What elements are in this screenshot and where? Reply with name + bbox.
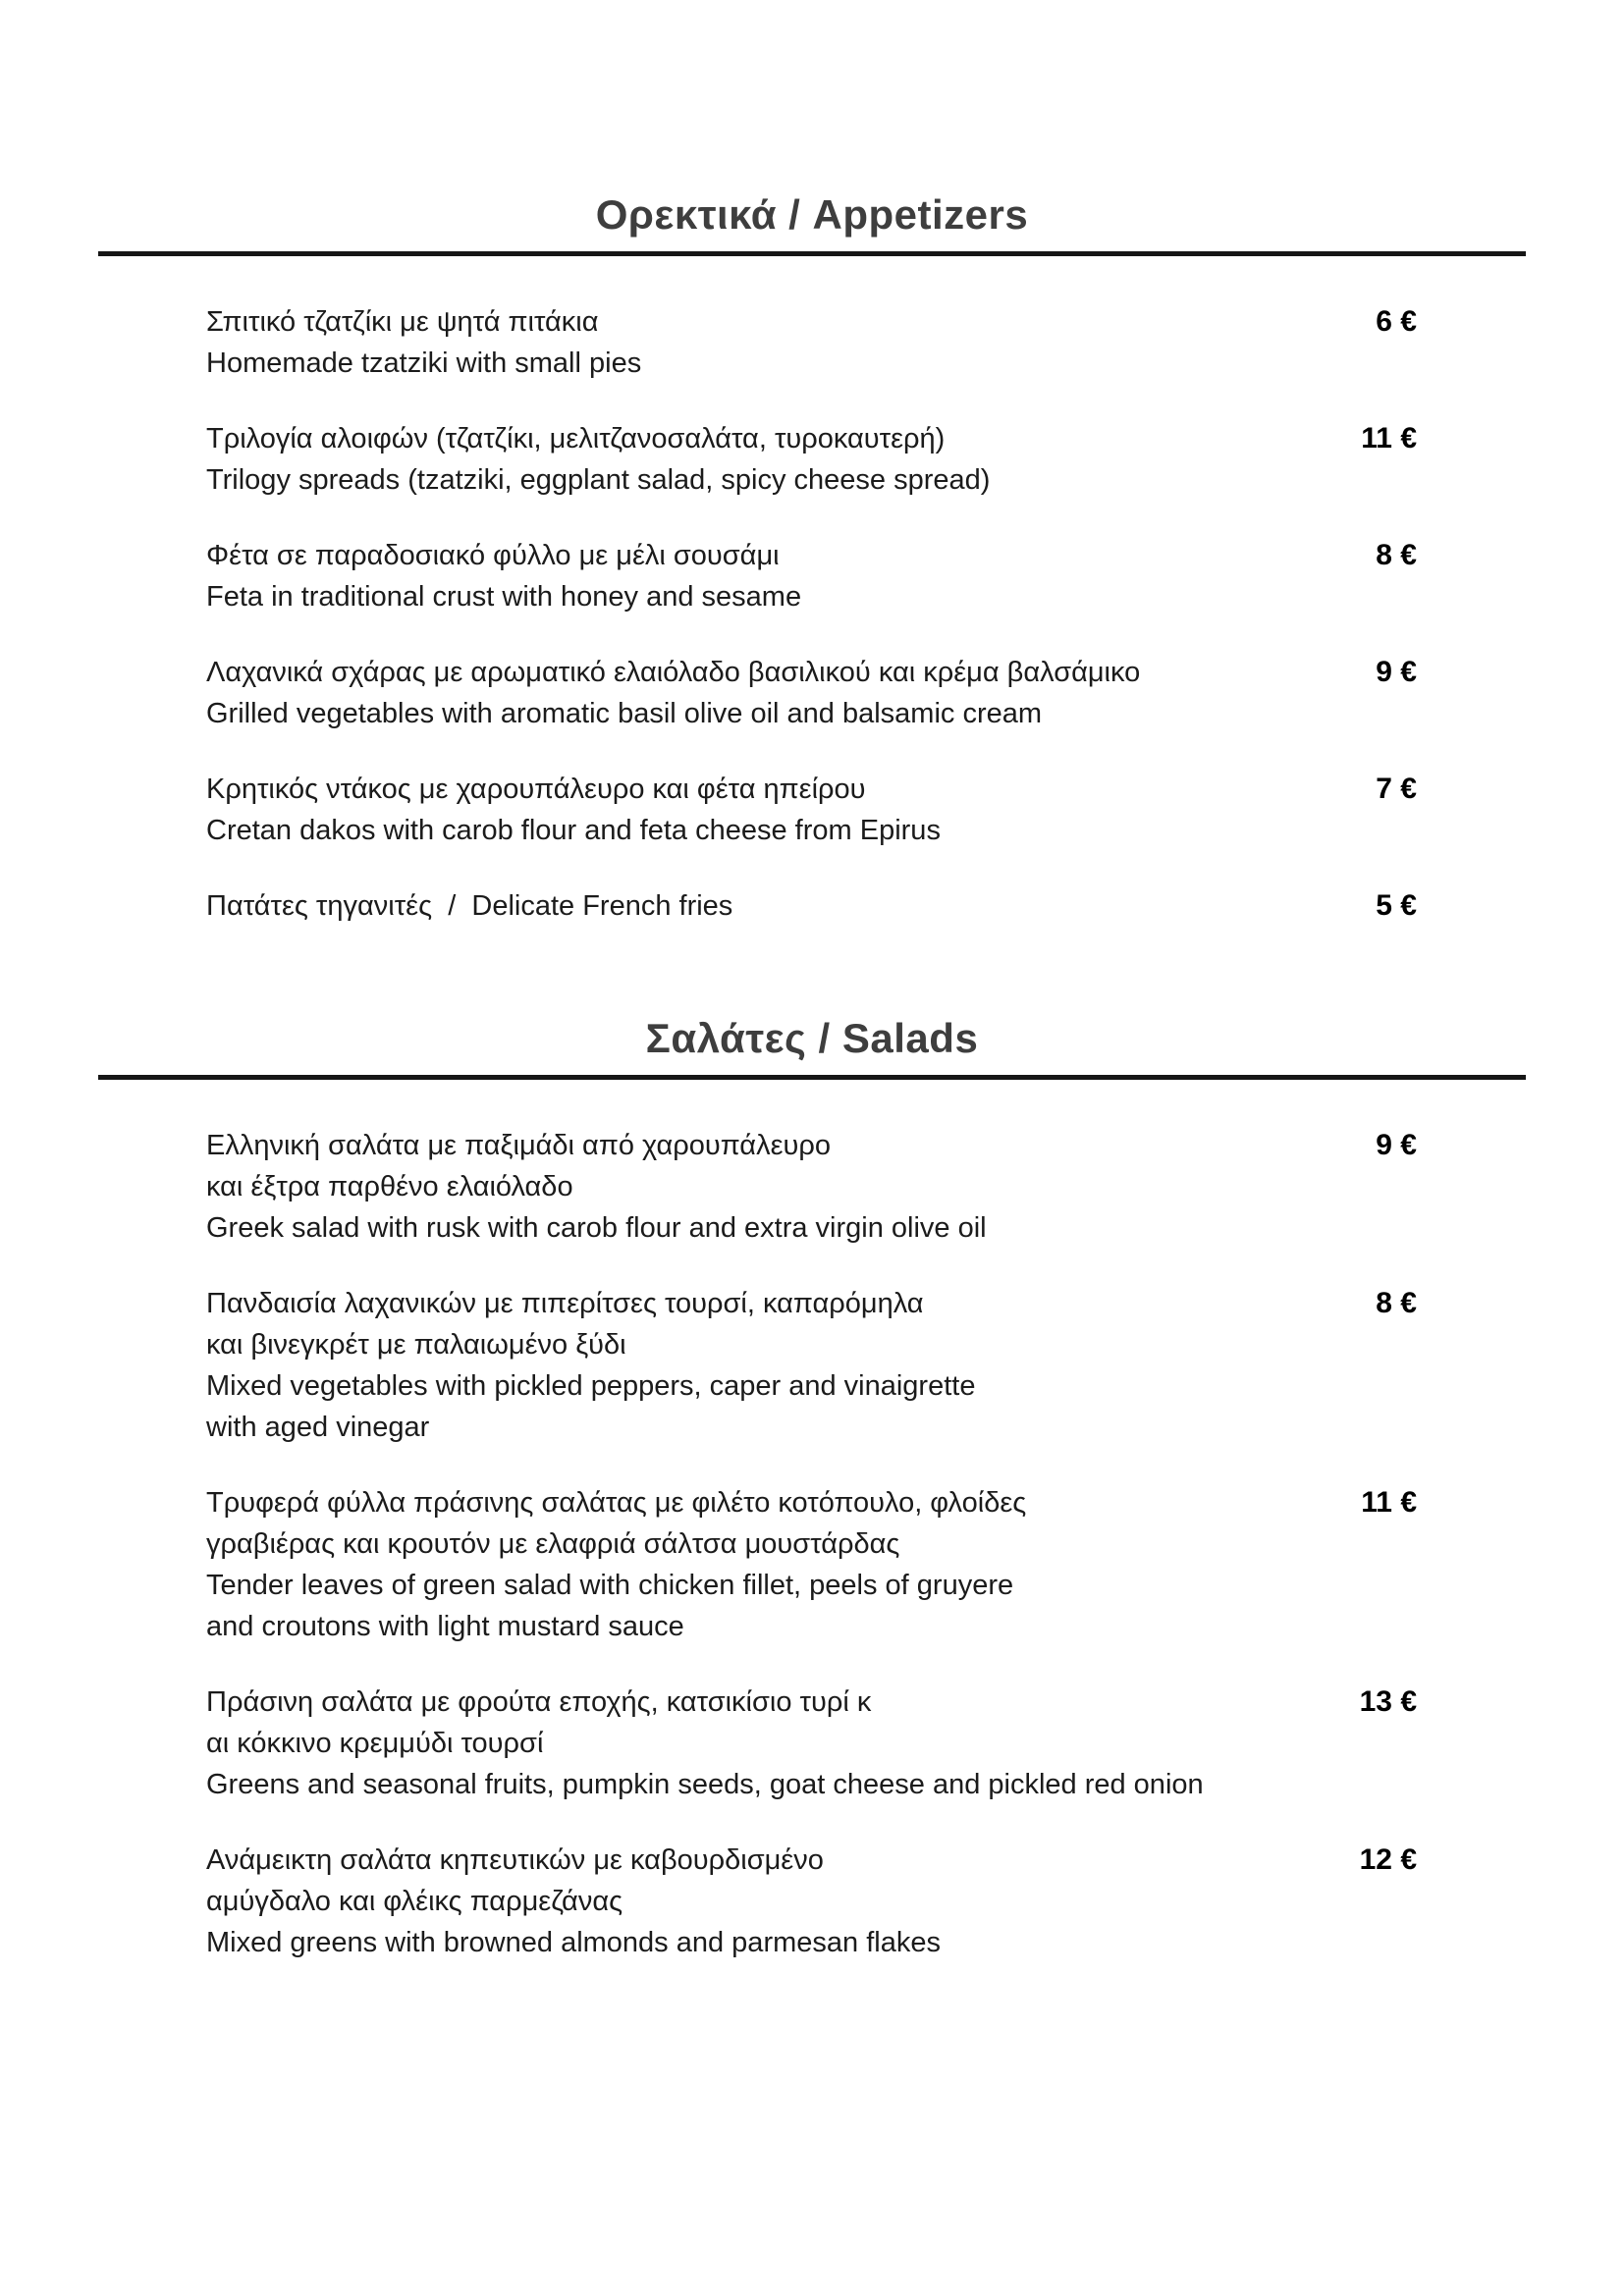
item-line-greek: Κρητικός ντάκος με χαρουπάλευρο και φέτα ηπείρου [206,774,866,805]
item-price: 8 € [1376,1287,1417,1319]
item-line-greek: αμύγδαλο και φλέικς παρμεζάνας [206,1886,623,1917]
item-price: 5 € [1376,889,1417,922]
item-line-greek: Τριλογία αλοιφών (τζατζίκι, μελιτζανοσαλάτα, τυροκαυτερή) [206,423,946,454]
item-name [206,885,732,927]
section-divider [98,1075,1526,1080]
item-name [206,1482,1026,1647]
item-price: 7 € [1376,773,1417,805]
item-name [206,1125,987,1249]
menu-item [98,535,1526,617]
item-line-greek: Σπιτικό τζατζίκι με ψητά πιτάκια [206,306,599,338]
item-name [206,418,990,501]
item-price: 9 € [1376,1129,1417,1161]
item-line-english: Mixed greens with browned almonds and parmesan flakes [206,1927,941,1958]
item-price: 6 € [1376,305,1417,338]
menu-item [98,769,1526,851]
item-line-greek: Τρυφερά φύλλα πράσινης σαλάτας με φιλέτο κοτόπουλο, φλοίδες [206,1487,1027,1519]
item-line-english: with aged vinegar [206,1412,430,1443]
item-line-english: Homemade tzatziki with small pies [206,347,642,379]
item-name [206,652,1140,734]
item-line-english: Feta in traditional crust with honey and sesame [206,581,802,613]
item-line-greek: Ελληνική σαλάτα με παξιμάδι από χαρουπάλευρο [206,1130,831,1161]
item-price: 11 € [1361,422,1417,454]
menu-item [98,885,1526,927]
section-title-appetizers: Ορεκτικά / Appetizers [595,191,1029,238]
menu-item [98,1682,1526,1805]
item-line-english: Greek salad with rusk with carob flour and extra virgin olive oil [206,1212,987,1244]
item-name [206,1283,975,1448]
item-line-greek: γραβιέρας και κρουτόν με ελαφριά σάλτσα μουστάρδας [206,1528,900,1560]
menu-item [98,301,1526,384]
item-line-greek: αι κόκκινο κρεμμύδι τουρσί [206,1728,544,1759]
item-name [206,535,801,617]
item-name [206,301,641,384]
menu-item [98,1840,1526,1963]
item-line-english: Cretan dakos with carob flour and feta cheese from Epirus [206,815,941,846]
item-line-english: Mixed vegetables with pickled peppers, caper and vinaigrette [206,1370,976,1402]
item-name [206,1840,941,1963]
item-price: 13 € [1359,1685,1417,1718]
item-line-english: Greens and seasonal fruits, pumpkin seeds, goat cheese and pickled red onion [206,1769,1204,1800]
item-line-combined: Πατάτες τηγανιτές / Delicate French fries [206,890,733,922]
item-name [206,769,941,851]
item-line-greek: Φέτα σε παραδοσιακό φύλλο με μέλι σουσάμι [206,540,780,571]
menu-item [98,418,1526,501]
section-appetizers [98,191,1526,927]
section-salads [98,1015,1526,1963]
menu-item [98,1283,1526,1448]
item-line-english: Grilled vegetables with aromatic basil olive oil and balsamic cream [206,698,1043,729]
item-list-salads [98,1125,1526,1963]
item-line-greek: και έξτρα παρθένο ελαιόλαδο [206,1171,573,1202]
item-price: 9 € [1376,656,1417,688]
item-line-english: and croutons with light mustard sauce [206,1611,684,1642]
menu-item [98,652,1526,734]
item-price: 11 € [1361,1486,1417,1519]
item-line-english: Trilogy spreads (tzatziki, eggplant salad, spicy cheese spread) [206,464,991,496]
item-line-english: Tender leaves of green salad with chicken fillet, peels of gruyere [206,1570,1014,1601]
section-title-salads: Σαλάτες / Salads [645,1015,979,1061]
item-name [206,1682,1204,1805]
item-list-appetizers [98,301,1526,927]
menu-item [98,1482,1526,1647]
item-line-greek: Ανάμεικτη σαλάτα κηπευτικών με καβουρδισμένο [206,1844,824,1876]
menu-item [98,1125,1526,1249]
item-line-greek: Πράσινη σαλάτα με φρούτα εποχής, κατσικίσιο τυρί κ [206,1686,872,1718]
item-line-greek: Πανδαισία λαχανικών με πιπερίτσες τουρσί, καπαρόμηλα [206,1288,924,1319]
section-divider [98,251,1526,256]
item-line-greek: Λαχανικά σχάρας με αρωματικό ελαιόλαδο βασιλικού και κρέμα βαλσάμικο [206,657,1141,688]
item-line-greek: και βινεγκρέτ με παλαιωμένο ξύδι [206,1329,626,1361]
item-price: 12 € [1359,1843,1417,1876]
item-price: 8 € [1376,539,1417,571]
